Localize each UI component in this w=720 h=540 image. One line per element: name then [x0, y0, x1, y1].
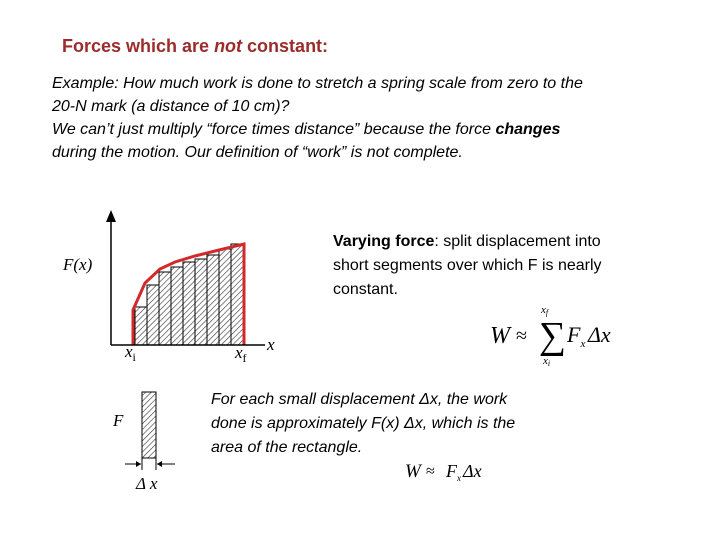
varying-line-3: constant. — [333, 281, 398, 298]
formula-lower-limit: xi — [543, 355, 551, 368]
bar — [207, 255, 219, 345]
bar — [195, 259, 207, 345]
formula-W: W — [490, 323, 510, 349]
work-sum-formula — [490, 304, 611, 368]
intro-line-1: Example: How much work is done to stretch a spring scale from zero to the — [52, 75, 583, 92]
formula2-delta-x: Δx — [463, 461, 482, 481]
single-rectangle-diagram — [112, 392, 175, 493]
y-axis-arrow-icon — [106, 210, 116, 222]
rect-line-3: area of the rectangle. — [211, 439, 363, 456]
formula-upper-limit: xf — [541, 304, 549, 317]
formula-sigma: ∑ — [539, 315, 567, 357]
bar — [135, 307, 147, 345]
rect-line-2: done is approximately F(x) Δx, which is the — [211, 415, 516, 432]
bar — [147, 285, 159, 345]
bar — [183, 262, 195, 345]
single-bar-F-label: F — [113, 411, 124, 430]
formula-F: $F_x$ — [567, 322, 586, 350]
formula-delta-x: Δx — [588, 322, 611, 347]
single-bar — [142, 392, 156, 458]
formula2-W: W — [405, 461, 421, 482]
dx-arrow-right-icon — [157, 461, 162, 467]
x-axis-label: x — [267, 335, 275, 354]
xi-label: $x_i$ — [125, 342, 136, 364]
varying-line-1: Varying force: split displacement into — [333, 233, 601, 250]
formula2-approx: ≈ — [426, 463, 435, 480]
intro-line-3: We can’t just multiply “force times distance” because the force changes — [52, 121, 561, 138]
formula-approx: ≈ — [516, 325, 527, 347]
bar — [219, 249, 231, 345]
bar — [159, 272, 171, 345]
rect-line-1: For each small displacement Δx, the work — [211, 391, 508, 408]
dx-label: Δ x — [136, 474, 158, 493]
bar — [231, 244, 243, 345]
slide-title: Forces which are not constant: — [62, 36, 329, 56]
rectangle-explanation — [211, 388, 571, 460]
bar — [171, 267, 183, 345]
varying-line-2: short segments over which F is nearly — [333, 257, 602, 274]
xf-label: $x_f$ — [235, 343, 247, 365]
intro-line-4: during the motion. Our definition of “work” is not complete. — [52, 144, 463, 161]
intro-line-2: 20-N mark (a distance of 10 cm)? — [52, 98, 290, 115]
work-single-formula — [405, 461, 482, 483]
y-axis-label: F(x) — [63, 255, 93, 274]
formula2-F: $F_x$ — [446, 461, 461, 483]
dx-arrow-left-icon — [136, 461, 141, 467]
